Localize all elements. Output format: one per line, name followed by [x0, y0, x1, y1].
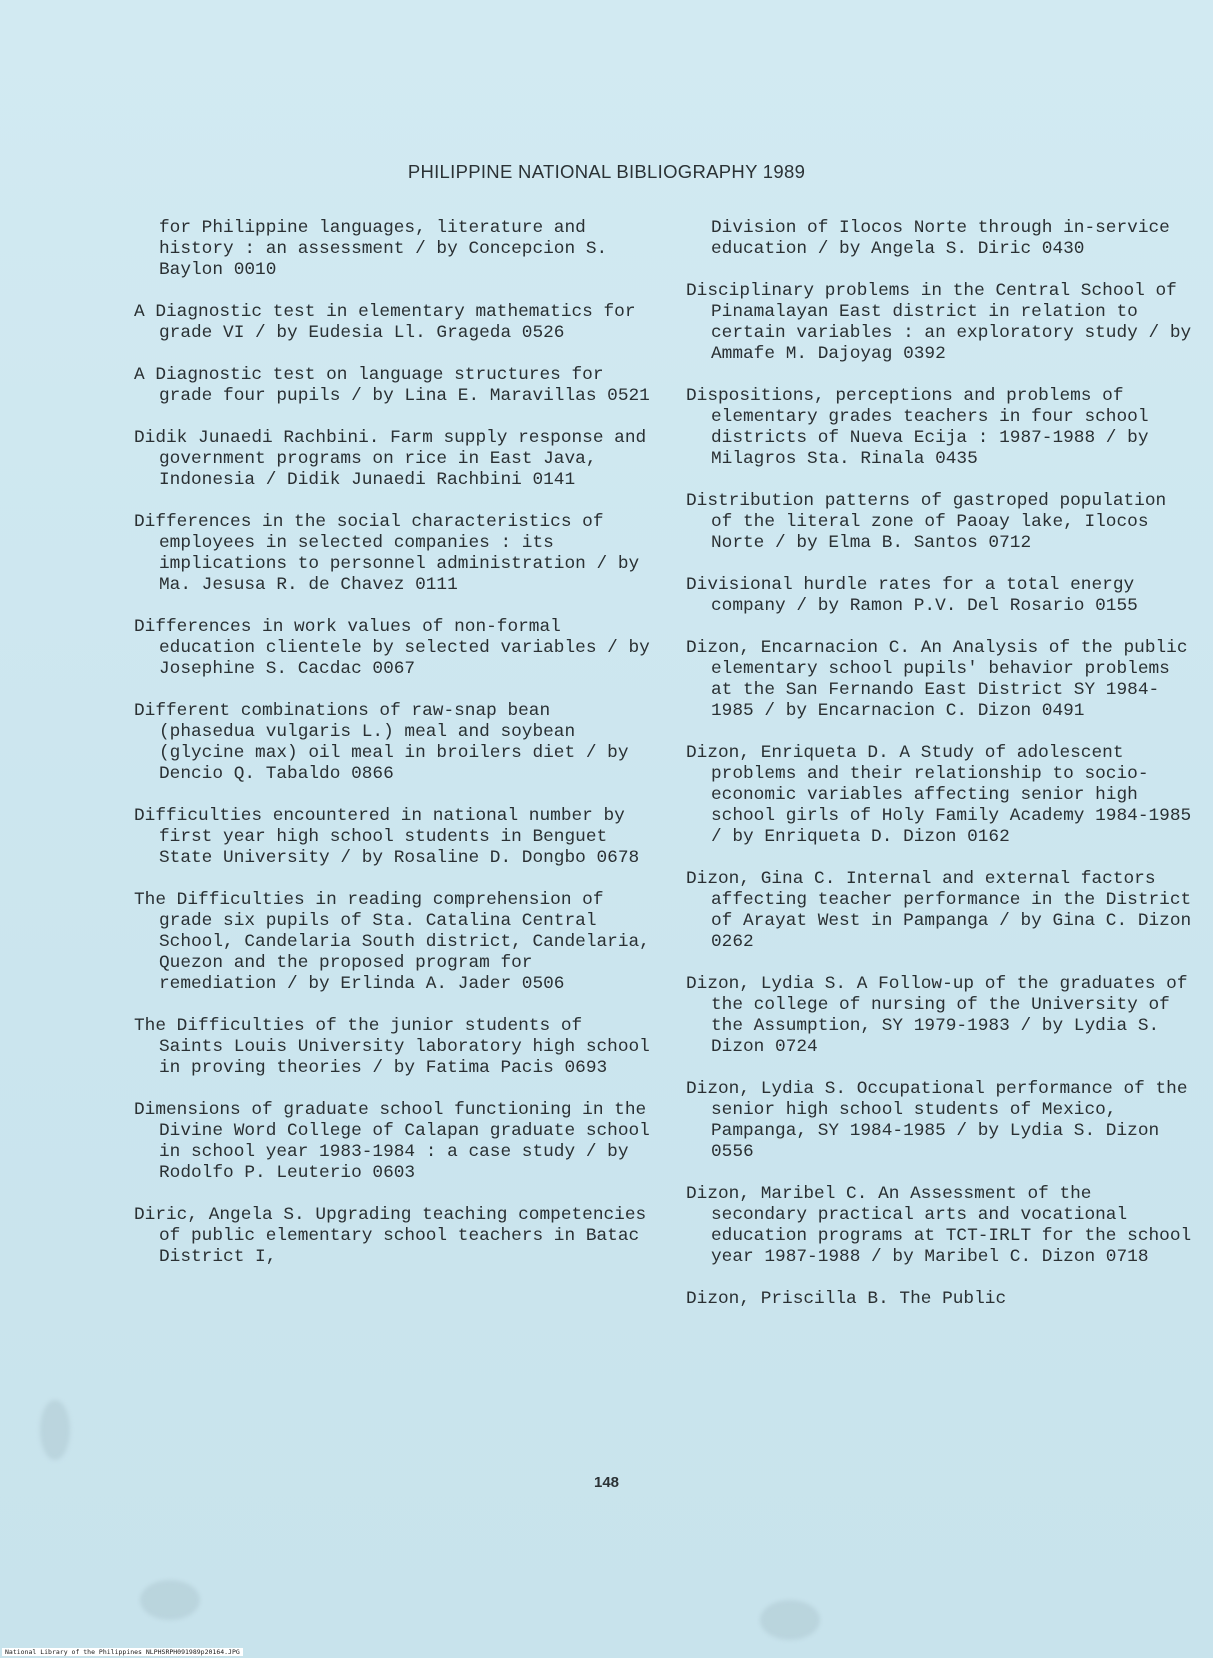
bibliography-entry: Disciplinary problems in the Central School of Pinamalayan East district in relation to certain variables : an exploratory study / by Ammafe M. Dajoyag 0392: [686, 281, 1192, 364]
bibliography-entry: Dizon, Encarnacion C. An Analysis of the public elementary school pupils' behavior problems at the San Fernando East District SY 1984-1985 / by Encarnacion C. Dizon 0491: [686, 638, 1188, 721]
bibliography-entry: Diric, Angela S. Upgrading teaching competencies of public elementary school teachers in Batac District I,: [134, 1205, 647, 1267]
bibliography-entry: Division of Ilocos Norte through in-service education / by Angela S. Diric 0430: [711, 218, 1170, 259]
bibliography-entry: Different combinations of raw-snap bean (phasedua vulgaris L.) meal and soybean (glycine max) oil meal in broilers diet / by Dencio Q. Tabaldo 0866: [134, 701, 629, 784]
scan-footer: National Library of the Philippines NLPHSRPH091989p20164.JPG: [2, 1648, 243, 1656]
scan-smudge: [140, 1580, 200, 1620]
bibliography-entry: Dimensions of graduate school functioning in the Divine Word College of Calapan graduate school in school year 1983-1984 : a case study / by Rodolfo P. Leuterio 0603: [134, 1100, 650, 1183]
bibliography-entry: A Diagnostic test in elementary mathematics for grade VI / by Eudesia Ll. Grageda 0526: [134, 302, 636, 343]
bibliography-entry: for Philippine languages, literature and history : an assessment / by Concepcion S. Baylon 0010: [159, 218, 608, 280]
page-number: 148: [593, 1474, 620, 1491]
bibliography-entry: A Diagnostic test on language structures for grade four pupils / by Lina E. Maravillas 0521: [134, 365, 650, 406]
bibliography-entry: Divisional hurdle rates for a total energy company / by Ramon P.V. Del Rosario 0155: [686, 575, 1138, 616]
bibliography-entry: Differences in work values of non-formal education clientele by selected variables / by Josephine S. Cacdac 0067: [134, 617, 650, 679]
bibliography-entry: Differences in the social characteristics of employees in selected companies : its implications to personnel administration / by Ma. Jesusa R. de Chavez 0111: [134, 512, 640, 595]
left-column: [134, 218, 654, 1289]
bibliography-entry: The Difficulties of the junior students of Saints Louis University laboratory high school in proving theories / by Fatima Pacis 0693: [134, 1016, 650, 1078]
right-column: [686, 218, 1198, 1331]
bibliography-entry: The Difficulties in reading comprehension of grade six pupils of Sta. Catalina Central School, Candelaria South district, Candelaria, Quezon and the proposed program for remediation / by Erlinda A. Jader 0506: [134, 890, 650, 994]
page-title: PHILIPPINE NATIONAL BIBLIOGRAPHY 1989: [407, 161, 806, 182]
bibliography-entry: Dizon, Lydia S. A Follow-up of the graduates of the college of nursing of the University of the Assumption, SY 1979-1983 / by Lydia S. Dizon 0724: [686, 974, 1188, 1057]
bibliography-entry: Didik Junaedi Rachbini. Farm supply response and government programs on rice in East Java, Indonesia / Didik Junaedi Rachbini 0141: [134, 428, 647, 490]
scan-smudge: [40, 1400, 70, 1460]
scan-smudge: [760, 1600, 820, 1640]
bibliography-entry: Dizon, Lydia S. Occupational performance of the senior high school students of Mexico, Pampanga, SY 1984-1985 / by Lydia S. Dizon 0556: [686, 1079, 1188, 1162]
bibliography-entry: Dizon, Gina C. Internal and external factors affecting teacher performance in the District of Arayat West in Pampanga / by Gina C. Dizon 0262: [686, 869, 1192, 952]
bibliography-entry: Dizon, Maribel C. An Assessment of the secondary practical arts and vocational education programs at TCT-IRLT for the school year 1987-1988 / by Maribel C. Dizon 0718: [686, 1184, 1192, 1267]
bibliography-entry: Difficulties encountered in national number by first year high school students in Benguet State University / by Rosaline D. Dongbo 0678: [134, 806, 640, 868]
bibliography-entry: Dizon, Priscilla B. The Public: [686, 1289, 1007, 1309]
bibliography-entry: Distribution patterns of gastroped population of the literal zone of Paoay lake, Ilocos Norte / by Elma B. Santos 0712: [686, 491, 1167, 553]
bibliography-entry: Dizon, Enriqueta D. A Study of adolescent problems and their relationship to socio-economic variables affecting senior high school girls of Holy Family Academy 1984-1985 / by Enriqueta D. Dizon 0162: [686, 743, 1192, 847]
bibliography-entry: Dispositions, perceptions and problems of elementary grades teachers in four school districts of Nueva Ecija : 1987-1988 / by Milagros Sta. Rinala 0435: [686, 386, 1149, 469]
